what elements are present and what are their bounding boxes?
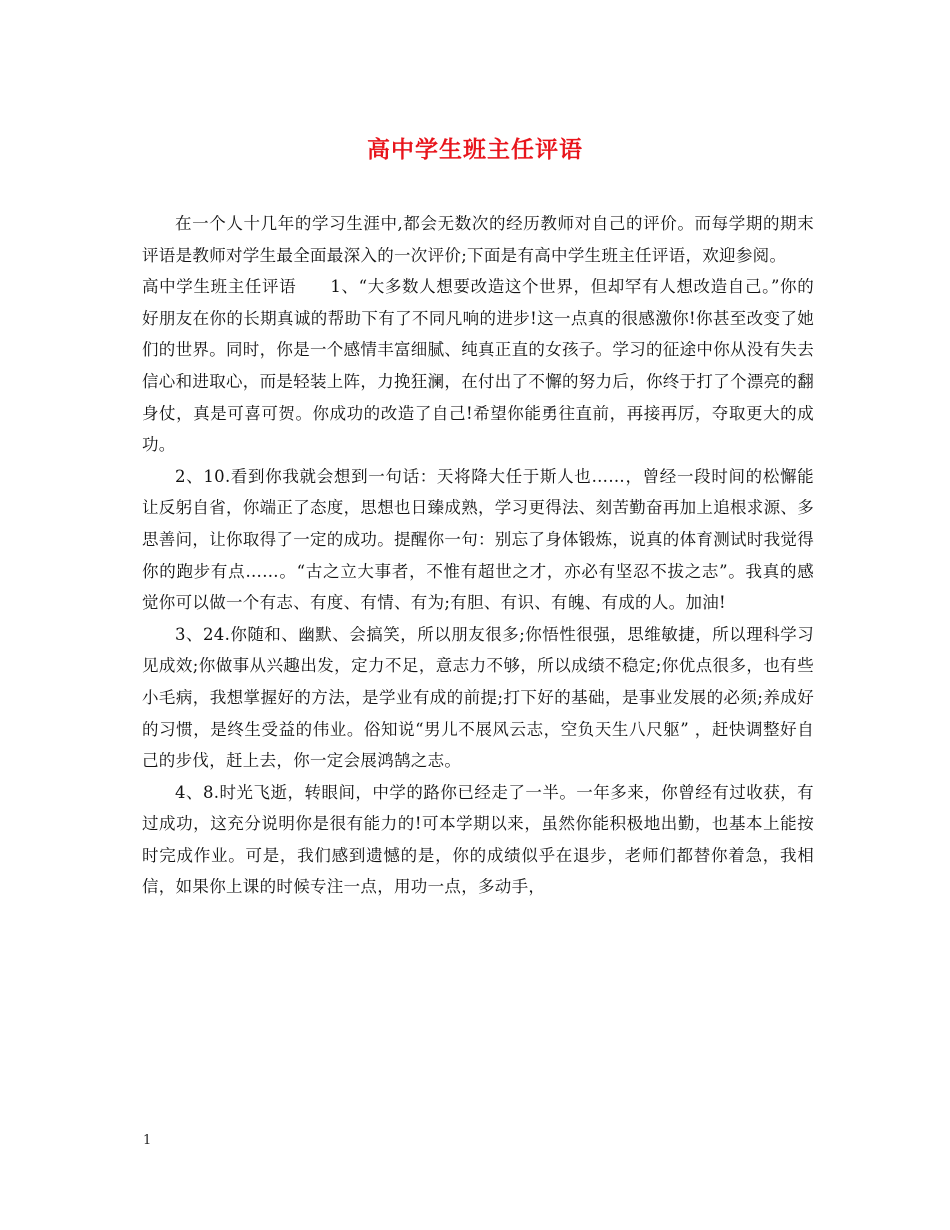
- intro-paragraph: 在一个人十几年的学习生涯中,都会无数次的经历教师对自己的评价。而每学期的期末评语是教师对学生最全面最深入的一次评价;下面是有高中学生班主任评语，欢迎参阅。: [142, 214, 814, 265]
- comment-4: 4、8.时光飞逝，转眼间，中学的路你已经走了一半。一年多来，你曾经有过收获，有过成功，这充分说明你是很有能力的!可本学期以来，虽然你能积极地出勤，也基本上能按时完成作业。可是，我们感到遗憾的是，你的成绩似乎在退步，老师们都替你着急，我相信，如果你上课的时候专注一点，用功一点，多动手，: [142, 782, 814, 897]
- comment-2: 2、10.看到你我就会想到一句话：天将降大任于斯人也……，曾经一段时间的松懈能让反躬自省，你端正了态度，思想也日臻成熟，学习更得法、刻苦勤奋再加上追根求源、多思善问，让你取得了一定的成功。提醒你一句：别忘了身体锻炼，说真的体育测试时我觉得你的跑步有点……。“古之立大事者，不惟有超世之才，亦必有坚忍不拔之志”。我真的感觉你可以做一个有志、有度、有情、有为;有胆、有识、有魄、有成的人。加油!: [142, 466, 814, 613]
- section-paragraph: [142, 271, 814, 461]
- comment-3: 3、24.你随和、幽默、会搞笑，所以朋友很多;你悟性很强，思维敏捷，所以理科学习见成效;你做事从兴趣出发，定力不足，意志力不够，所以成绩不稳定;你优点很多，也有些小毛病，我想掌握好的方法，是学业有成的前提;打下好的基础，是事业发展的必须;养成好的习惯，是终生受益的伟业。俗知说“男儿不展风云志，空负天生八尺躯” ，赶快调整好自己的步伐，赶上去，你一定会展鸿鹄之志。: [142, 624, 814, 771]
- document-body: [142, 208, 814, 903]
- comment-1: 1、“大多数人想要改造这个世界，但却罕有人想改造自己。”你的好朋友在你的长期真诚的帮助下有了不同凡响的进步!这一点真的很感激你!你甚至改变了她们的世界。同时，你是一个感情丰富细腻、纯真正直的女孩子。学习的征途中你从没有失去信心和进取心，而是轻装上阵，力挽狂澜，在付出了不懈的努力后，你终于打了个漂亮的翻身仗，真是可喜可贺。你成功的改造了自己!希望你能勇往直前，再接再厉，夺取更大的成功。: [142, 277, 814, 455]
- section-heading: 高中学生班主任评语: [142, 277, 297, 297]
- document-title: 高中学生班主任评语: [367, 136, 583, 163]
- page-number: 1: [143, 1133, 152, 1148]
